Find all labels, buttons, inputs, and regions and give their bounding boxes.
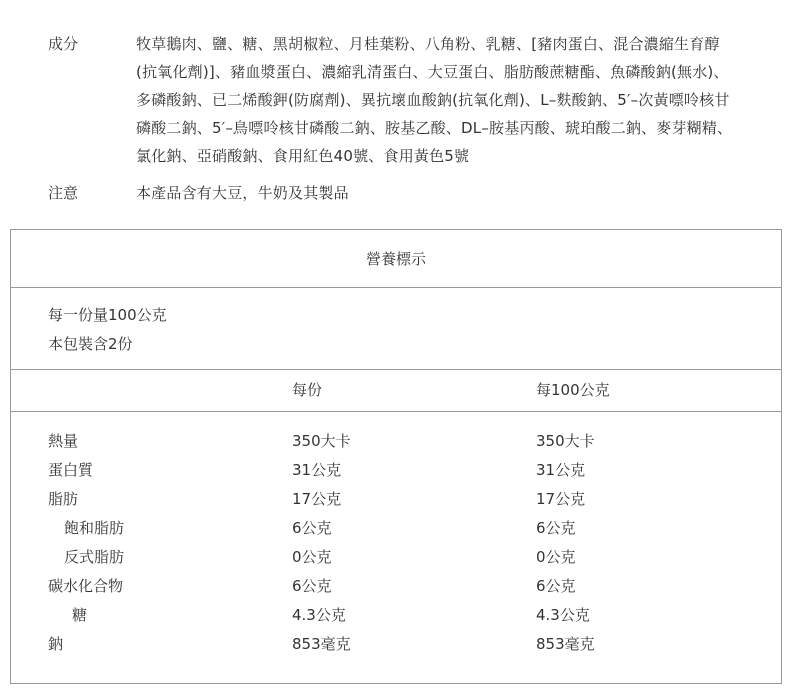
- nutrition-row-sugar: [11, 601, 781, 630]
- per-serving-value: 6公克: [292, 519, 332, 537]
- per-100g-value: 350大卡: [536, 432, 595, 450]
- notice-label: 注意: [48, 184, 79, 202]
- per-serving-value: 17公克: [292, 490, 342, 508]
- nutrition-row-fat: [11, 485, 781, 514]
- nutrition-row-sodium: [11, 630, 781, 659]
- per-serving-value: 0公克: [292, 548, 332, 566]
- nutrition-facts-panel: [10, 229, 782, 684]
- allergen-notice-section: [48, 179, 736, 207]
- per-100g-value: 31公克: [536, 461, 586, 479]
- per-serving-value: 31公克: [292, 461, 342, 479]
- col-per-100g: 每100公克: [536, 381, 610, 399]
- per-100g-value: 6公克: [536, 519, 576, 537]
- nutrient-name: 碳水化合物: [48, 577, 124, 595]
- per-serving-value: 350大卡: [292, 432, 351, 450]
- nutrition-column-headers: [11, 370, 781, 412]
- nutrient-name: 鈉: [48, 635, 64, 653]
- nutrition-row-trans-fat: [11, 543, 781, 572]
- per-100g-value: 17公克: [536, 490, 586, 508]
- serving-size: 每一份量100公克: [48, 306, 167, 324]
- per-100g-value: 0公克: [536, 548, 576, 566]
- per-100g-value: 6公克: [536, 577, 576, 595]
- per-serving-value: 853毫克: [292, 635, 351, 653]
- servings-per-package: 本包裝含2份: [48, 335, 133, 353]
- nutrition-row-saturated-fat: [11, 514, 781, 543]
- nutrient-name: 糖: [72, 606, 88, 624]
- ingredients-label: 成分: [48, 35, 79, 53]
- nutrition-title: 營養標示: [11, 230, 781, 288]
- per-serving-value: 6公克: [292, 577, 332, 595]
- per-serving-value: 4.3公克: [292, 606, 346, 624]
- nutrient-name: 脂肪: [48, 490, 79, 508]
- col-per-serving: 每份: [292, 381, 323, 399]
- nutrient-name: 蛋白質: [48, 461, 94, 479]
- per-100g-value: 4.3公克: [536, 606, 590, 624]
- ingredients-section: [48, 30, 736, 170]
- nutrient-name: 熱量: [48, 432, 79, 450]
- serving-info: [11, 288, 781, 370]
- nutrition-row-energy: [11, 427, 781, 456]
- nutrition-row-protein: [11, 456, 781, 485]
- nutrient-name: 反式脂肪: [64, 548, 125, 566]
- notice-text: 本產品含有大豆，牛奶及其製品: [136, 184, 349, 202]
- ingredients-text: 牧草鵝肉、鹽、糖、黑胡椒粒、月桂葉粉、八角粉、乳糖、[豬肉蛋白、混合濃縮生育醇(抗氧化劑)]、豬血漿蛋白、濃縮乳清蛋白、大豆蛋白、脂肪酸蔗糖酯、魚磷酸鈉(無水)、多磷酸鈉、已二烯酸鉀(防腐劑)、異抗壞血酸鈉(抗氧化劑)、L–麩酸鈉、5′–次黃嘌呤核甘磷酸二鈉、5′–鳥嘌呤核甘磷酸二鈉、胺基乙酸、DL–胺基丙酸、琥珀酸二鈉、麥芽糊精、氯化鈉、亞硝酸鈉、食用紅色40號、食用黃色5號: [136, 35, 733, 165]
- per-100g-value: 853毫克: [536, 635, 595, 653]
- nutrition-rows: [11, 412, 781, 659]
- nutrition-row-carbohydrate: [11, 572, 781, 601]
- nutrient-name: 飽和脂肪: [64, 519, 125, 537]
